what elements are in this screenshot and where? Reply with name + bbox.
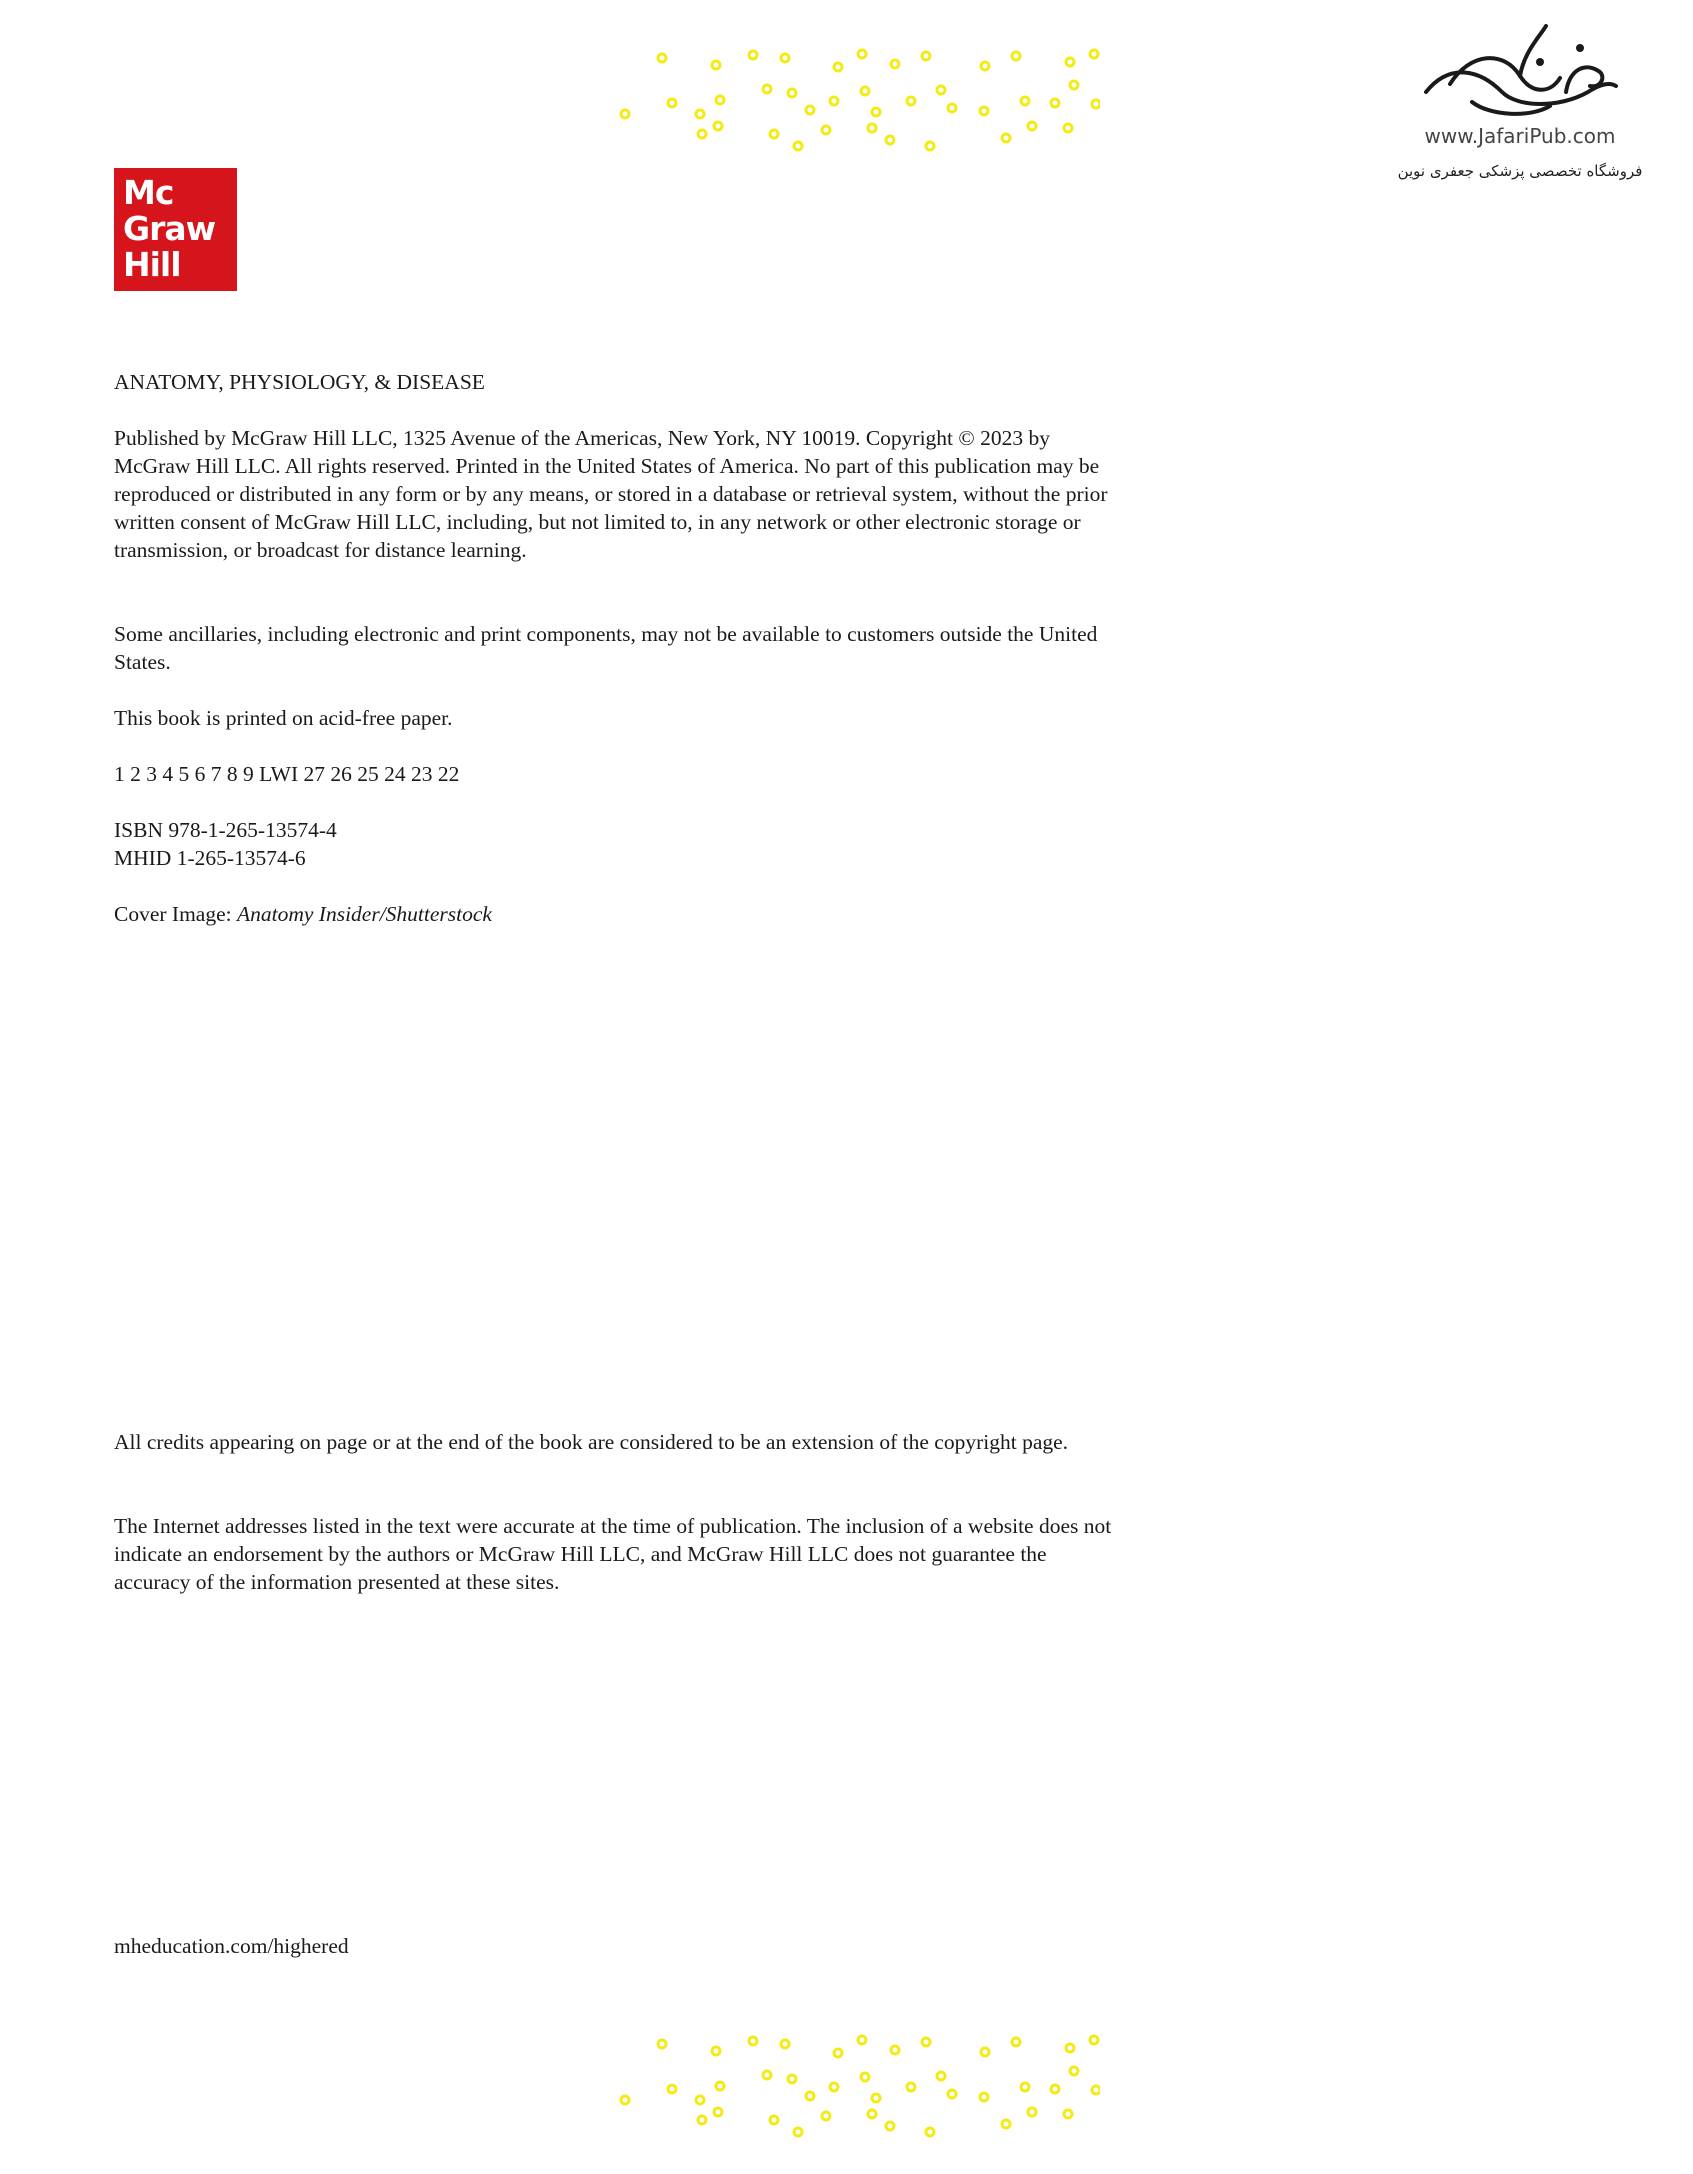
print-line: 1 2 3 4 5 6 7 8 9 LWI 27 26 25 24 23 22 — [114, 762, 460, 786]
mcgraw-hill-logo — [114, 168, 237, 291]
dot-pattern — [610, 48, 1100, 152]
dot-pattern — [610, 2034, 1100, 2138]
website-url: mheducation.com/highered — [114, 1934, 349, 1958]
cover-image-credit — [114, 900, 1124, 928]
logo-line-hill: Hill — [123, 245, 181, 284]
cover-image-label: Cover Image: — [114, 902, 237, 926]
jafaripub-logo-icon — [1420, 22, 1620, 122]
mhid-line: MHID 1-265-13574-6 — [114, 846, 306, 870]
watermark-url: www.JafariPub.com — [1424, 124, 1616, 148]
decorative-dots-top — [610, 48, 1100, 152]
logo-line-graw: Graw — [123, 209, 216, 248]
acid-free-paper-line: This book is printed on acid-free paper. — [114, 706, 453, 730]
jafaripub-watermark — [1370, 22, 1670, 192]
credits-paragraph: All credits appearing on page or at the end of the book are considered to be an extension of the copyright page. — [114, 1430, 1069, 1454]
watermark-tagline: فروشگاه تخصصی پزشکی جعفری نوین — [1397, 162, 1643, 180]
decorative-dots-bottom — [610, 2034, 1100, 2138]
logo-line-mc: Mc — [123, 173, 174, 212]
cover-image-source: Anatomy Insider/Shutterstock — [237, 902, 492, 926]
publisher-paragraph: Published by McGraw Hill LLC, 1325 Avenue of the Americas, New York, NY 10019. Copyright © 2023 by McGraw Hill LLC. All rights reserved. Printed in the United States of America. No part of this publication may be reproduced or distributed in any form or by any means, or stored in a database or retrieval system, without the prior written consent of McGraw Hill LLC, including, but not limited to, in any network or other electronic storage or transmission, or broadcast for distance learning. — [114, 426, 1108, 562]
ancillaries-paragraph: Some ancillaries, including electronic and print components, may not be available to customers outside the United States. — [114, 622, 1098, 674]
isbn-line: ISBN 978-1-265-13574-4 — [114, 818, 337, 842]
book-title: ANATOMY, PHYSIOLOGY, & DISEASE — [114, 370, 485, 394]
internet-addresses-paragraph: The Internet addresses listed in the text were accurate at the time of publication. The inclusion of a website does not indicate an endorsement by the authors or McGraw Hill LLC, and McGraw Hill LLC does not guarantee the accuracy of the information presented at these sites. — [114, 1514, 1112, 1594]
